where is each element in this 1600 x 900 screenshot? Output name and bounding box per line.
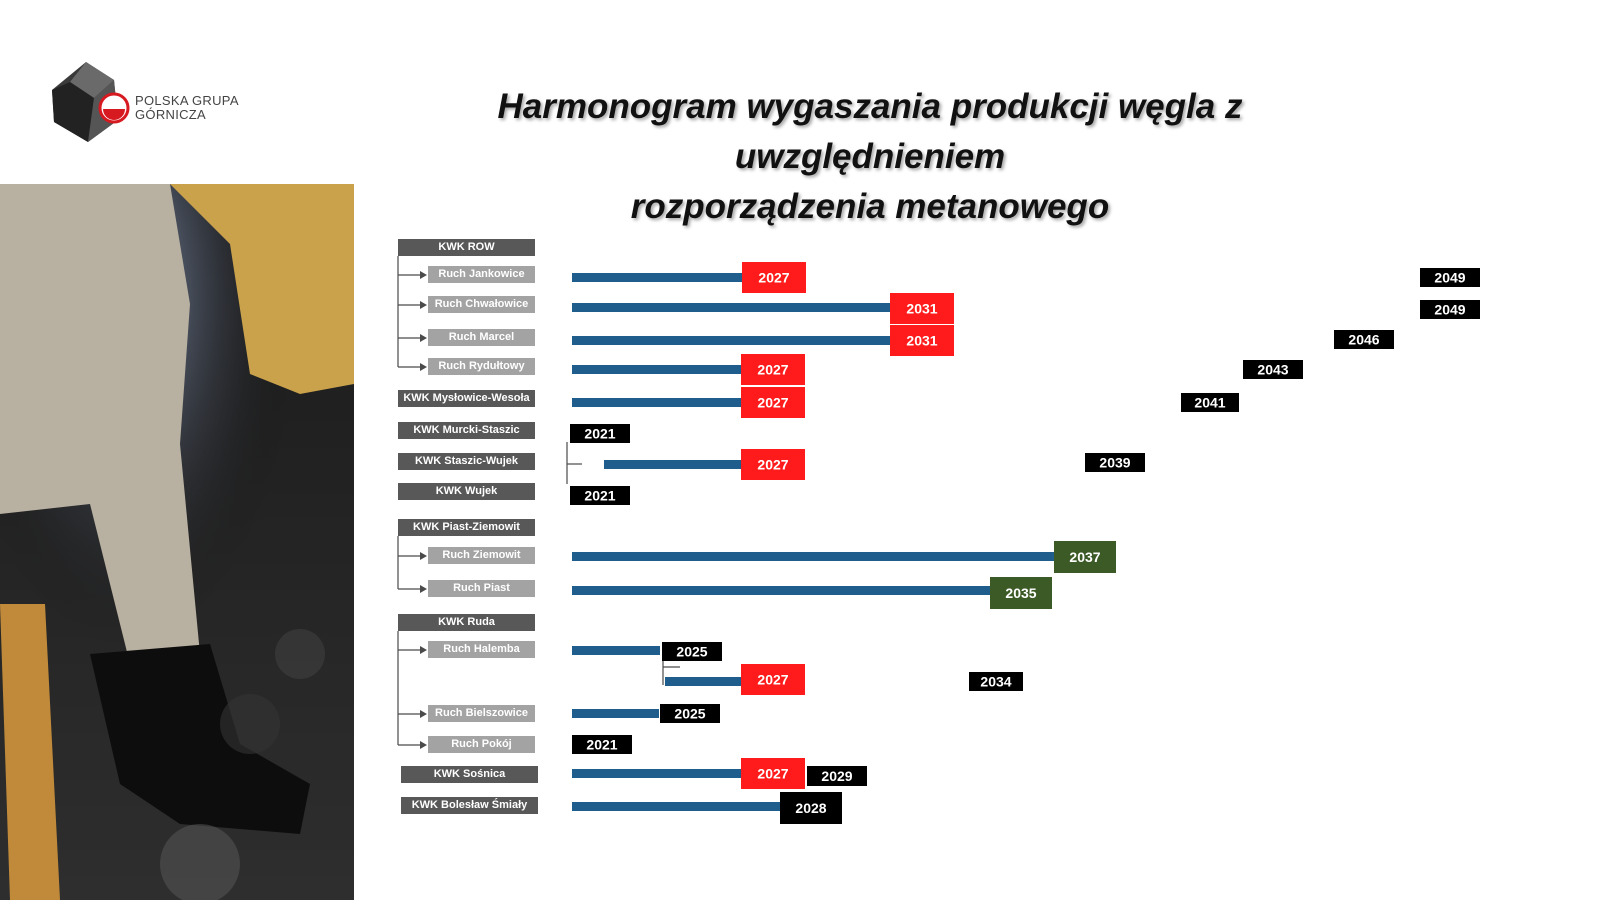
connector-arrow-ruda-0-head xyxy=(420,646,427,654)
bar-ruch-jankowice xyxy=(572,273,742,282)
connector-arrow-row-3-head xyxy=(420,363,427,371)
bar-ruch-bielszowice xyxy=(572,709,659,718)
badge-label-2031-1: 2031 xyxy=(906,300,938,317)
row-label-ruch-ziemowit: Ruch Ziemowit xyxy=(428,547,535,564)
badge-label-2027-3: 2027 xyxy=(757,361,789,378)
row-label-ruch-jankowice: Ruch Jankowice xyxy=(428,266,535,283)
connector-arrow-ruda-1-head xyxy=(420,710,427,718)
badge-label-2021-5: 2021 xyxy=(584,425,616,442)
row-label-ruch-piast: Ruch Piast xyxy=(428,580,535,597)
badge-label-2025-10: 2025 xyxy=(676,643,708,660)
badge-label-2046-19: 2046 xyxy=(1348,331,1380,348)
connector-arrow-piast-1-head xyxy=(420,585,427,593)
row-label-ruch-marcel: Ruch Marcel xyxy=(428,329,535,346)
row-label-ruch-pokoj: Ruch Pokój xyxy=(428,736,535,753)
badge-label-2035-9: 2035 xyxy=(1005,585,1037,601)
badge-label-2021-7: 2021 xyxy=(584,487,616,504)
connector-arrow-row-2-head xyxy=(420,334,427,342)
bar-kwk-staszic-wujek xyxy=(604,460,742,469)
logo-text-line1: POLSKA GRUPA xyxy=(135,93,239,108)
bar-kwk-boles-aw-mia-y xyxy=(572,802,780,811)
row-label-ruch-rydultowy: Ruch Rydułtowy xyxy=(428,358,535,375)
badge-label-2049-18: 2049 xyxy=(1434,301,1466,318)
row-label-kwk-boleslaw-smialy: KWK Bolesław Śmiały xyxy=(401,797,538,814)
bar-ruch-piast xyxy=(572,586,990,595)
connector-arrow-row-0-head xyxy=(420,271,427,279)
row-label-kwk-myslowice-wesola: KWK Mysłowice-Wesoła xyxy=(398,390,535,407)
row-label-kwk-sosnica: KWK Sośnica xyxy=(401,766,538,783)
row-label-kwk-ruda: KWK Ruda xyxy=(398,614,535,631)
row-label-kwk-murcki-staszic: KWK Murcki-Staszic xyxy=(398,422,535,439)
badge-label-2034-23: 2034 xyxy=(980,673,1012,690)
bar-kwk-so-nica xyxy=(572,769,742,778)
badge-label-2029-15: 2029 xyxy=(821,768,853,784)
title-line2: rozporządzenia metanowego xyxy=(630,187,1110,226)
connector-arrow-piast-0-head xyxy=(420,552,427,560)
bar-ruch-halemba xyxy=(572,646,660,655)
bar-ruch-rydu-towy xyxy=(572,365,742,374)
badge-label-2025-12: 2025 xyxy=(674,705,706,722)
row-label-kwk-piast-ziemowit: KWK Piast-Ziemowit xyxy=(398,519,535,536)
title-line1: Harmonogram wygaszania produkcji węgla z uwzględnieniem xyxy=(497,87,1243,176)
badge-label-2039-22: 2039 xyxy=(1099,454,1131,471)
badge-label-2021-13: 2021 xyxy=(586,736,618,753)
badge-label-2041-21: 2041 xyxy=(1194,394,1226,411)
badge-label-2027-11: 2027 xyxy=(757,671,789,688)
row-label-kwk-wujek: KWK Wujek xyxy=(398,483,535,500)
badge-label-2037-8: 2037 xyxy=(1069,549,1101,565)
badge-label-2027-6: 2027 xyxy=(757,456,789,473)
row-label-ruch-bielszowice: Ruch Bielszowice xyxy=(428,705,535,722)
badge-label-2049-17: 2049 xyxy=(1434,269,1466,286)
badge-label-2027-4: 2027 xyxy=(757,394,789,411)
badge-label-2043-20: 2043 xyxy=(1257,361,1289,378)
bar-ruch-halemba-continuation- xyxy=(665,677,742,686)
row-label-kwk-staszic-wujek: KWK Staszic-Wujek xyxy=(398,453,535,470)
bar-ruch-chwa-owice xyxy=(572,303,890,312)
badge-label-2027-14: 2027 xyxy=(757,765,789,782)
bar-ruch-ziemowit xyxy=(572,552,1054,561)
connector-arrow-row-1-head xyxy=(420,301,427,309)
connector-arrow-ruda-2-head xyxy=(420,741,427,749)
row-label-ruch-halemba: Ruch Halemba xyxy=(428,641,535,658)
badge-label-2027-0: 2027 xyxy=(758,269,790,286)
badge-label-2028-16: 2028 xyxy=(795,800,827,816)
row-label-kwk-row: KWK ROW xyxy=(398,239,535,256)
badge-label-2031-2: 2031 xyxy=(906,332,938,349)
bar-kwk-mys-owice-weso-a xyxy=(572,398,742,407)
logo-text-line2: GÓRNICZA xyxy=(135,107,207,122)
bar-ruch-marcel xyxy=(572,336,890,345)
row-label-ruch-chwalowice: Ruch Chwałowice xyxy=(428,296,535,313)
